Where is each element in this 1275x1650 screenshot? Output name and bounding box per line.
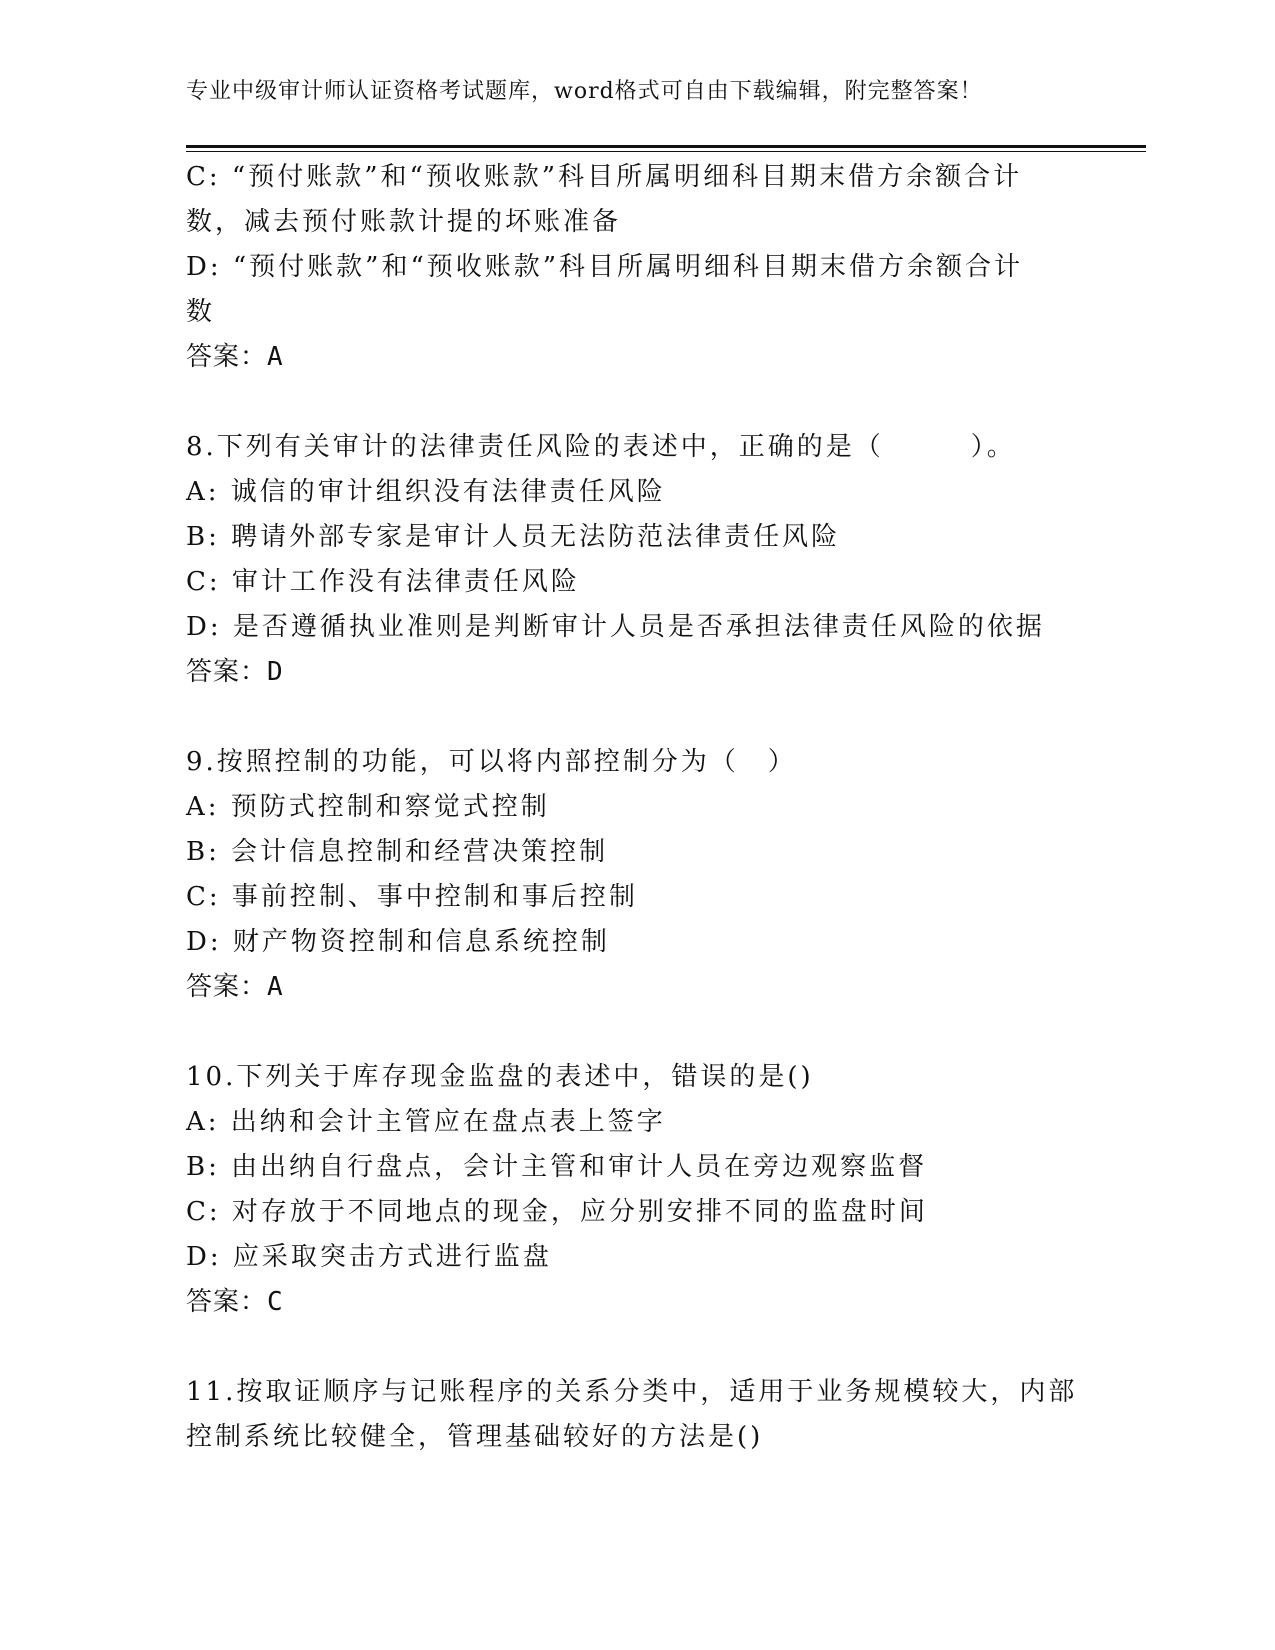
question-block-8 bbox=[186, 425, 1086, 695]
answer-label: 答案： bbox=[186, 972, 268, 1002]
option-line: A: 诚信的审计组织没有法律责任风险 bbox=[186, 477, 666, 507]
answer-value: D bbox=[267, 657, 284, 687]
answer-value: A bbox=[267, 972, 284, 1002]
option-line: C: 对存放于不同地点的现金，应分别安排不同的监盘时间 bbox=[186, 1197, 928, 1227]
option-line: 数 bbox=[186, 297, 216, 327]
option-line: C: “预付账款”和“预收账款”科目所属明细科目期末借方余额合计 bbox=[186, 162, 1023, 192]
answer-value: C bbox=[267, 1287, 284, 1317]
question-block-10 bbox=[186, 1055, 1086, 1325]
option-line: D: 财产物资控制和信息系统控制 bbox=[186, 927, 610, 957]
option-line: A: 预防式控制和察觉式控制 bbox=[186, 792, 550, 822]
page-header: 专业中级审计师认证资格考试题库，word格式可自由下载编辑，附完整答案！ bbox=[186, 79, 983, 104]
answer-value: A bbox=[267, 342, 284, 372]
option-line: B: 聘请外部专家是审计人员无法防范法律责任风险 bbox=[186, 522, 841, 552]
option-line: 数，减去预付账款计提的坏账准备 bbox=[186, 207, 622, 237]
header-rule-thick bbox=[186, 145, 1146, 148]
spacer bbox=[186, 1325, 1086, 1370]
answer-line bbox=[186, 965, 1086, 1010]
question-block-9 bbox=[186, 740, 1086, 1010]
spacer bbox=[186, 1010, 1086, 1055]
option-line: B: 由出纳自行盘点，会计主管和审计人员在旁边观察监督 bbox=[186, 1152, 928, 1182]
option-line: C: 事前控制、事中控制和事后控制 bbox=[186, 882, 638, 912]
question-text: 11.按取证顺序与记账程序的关系分类中，适用于业务规模较大，内部 bbox=[186, 1377, 1078, 1407]
question-text: 8.下列有关审计的法律责任风险的表述中，正确的是（ ）。 bbox=[186, 432, 1016, 462]
question-block-7 bbox=[186, 155, 1086, 380]
option-line: D: “预付账款”和“预收账款”科目所属明细科目期末借方余额合计 bbox=[186, 252, 1024, 282]
question-text: 控制系统比较健全，管理基础较好的方法是() bbox=[186, 1422, 764, 1452]
answer-label: 答案： bbox=[186, 342, 268, 372]
document-body bbox=[186, 155, 1086, 1460]
question-text: 9.按照控制的功能，可以将内部控制分为（ ） bbox=[186, 747, 797, 777]
answer-label: 答案： bbox=[186, 657, 268, 687]
answer-label: 答案： bbox=[186, 1287, 268, 1317]
option-line: C: 审计工作没有法律责任风险 bbox=[186, 567, 580, 597]
answer-line bbox=[186, 1280, 1086, 1325]
option-line: B: 会计信息控制和经营决策控制 bbox=[186, 837, 609, 867]
option-line: A: 出纳和会计主管应在盘点表上签字 bbox=[186, 1107, 666, 1137]
header-rule-thin bbox=[186, 151, 1146, 152]
option-line: D: 应采取突击方式进行监盘 bbox=[186, 1242, 552, 1272]
spacer bbox=[186, 380, 1086, 425]
answer-line bbox=[186, 650, 1086, 695]
question-text: 10.下列关于库存现金监盘的表述中，错误的是() bbox=[186, 1062, 814, 1092]
option-line: D: 是否遵循执业准则是判断审计人员是否承担法律责任风险的依据 bbox=[186, 612, 1045, 642]
answer-line bbox=[186, 335, 1086, 380]
question-block-11 bbox=[186, 1370, 1086, 1460]
spacer bbox=[186, 695, 1086, 740]
